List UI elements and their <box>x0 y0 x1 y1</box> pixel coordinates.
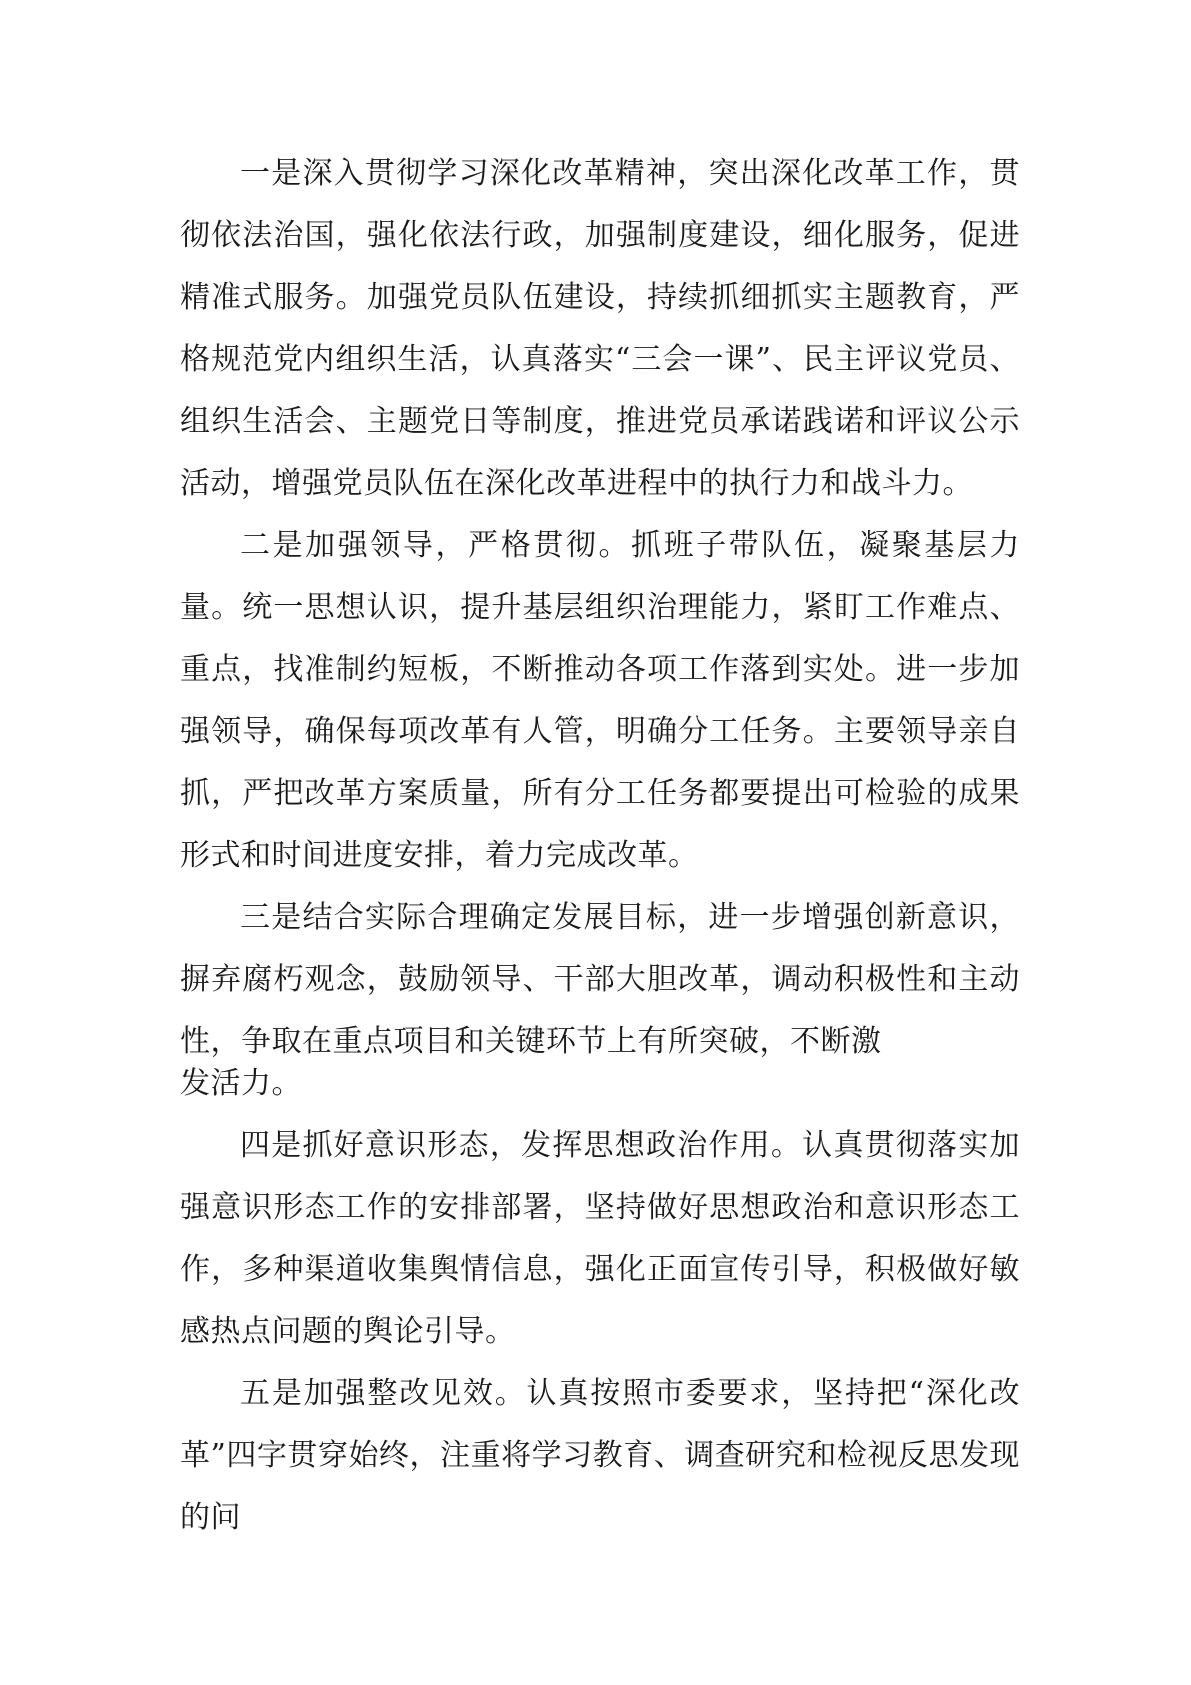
paragraph-5: 五是加强整改见效。认真按照市委要求，坚持把“深化改革”四字贯穿始终，注重将学习教育、调查研究和检视反思发现的问 <box>180 1376 1020 1535</box>
paragraph-4: 四是抓好意识形态，发挥思想政治作用。认真贯彻落实加强意识形态工作的安排部署，坚持做好思想政治和意识形态工作，多种渠道收集舆情信息，强化正面宣传引导，积极做好敏感热点问题的舆论引导。 <box>180 1128 1020 1349</box>
document-body <box>180 143 1020 1549</box>
paragraph-2: 二是加强领导，严格贯彻。抓班子带队伍，凝聚基层力量。统一思想认识，提升基层组织治理能力，紧盯工作难点、重点，找准制约短板，不断推动各项工作落到实处。进一步加强领导，确保每项改革有人管，明确分工任务。主要领导亲自抓，严把改革方案质量，所有分工任务都要提出可检验的成果形式和时间进度安排，着力完成改革。 <box>180 528 1020 873</box>
paragraph-3: 三是结合实际合理确定发展目标，进一步增强创新意识，摒弃腐朽观念，鼓励领导、干部大胆改革，调动积极性和主动性，争取在重点项目和关键环节上有所突破，不断激 <box>180 900 1020 1059</box>
paragraph-1: 一是深入贯彻学习深化改革精神，突出深化改革工作，贯彻依法治国，强化依法行政，加强制度建设，细化服务，促进精准式服务。加强党员队伍建设，持续抓细抓实主题教育，严格规范党内组织生活，认真落实“三会一课”、民主评议党员、组织生活会、主题党日等制度，推进党员承诺践诺和评议公示活动，增强党员队伍在深化改革进程中的执行力和战斗力。 <box>180 156 1020 501</box>
paragraph-3-continuation: 发活力。 <box>180 1066 302 1101</box>
